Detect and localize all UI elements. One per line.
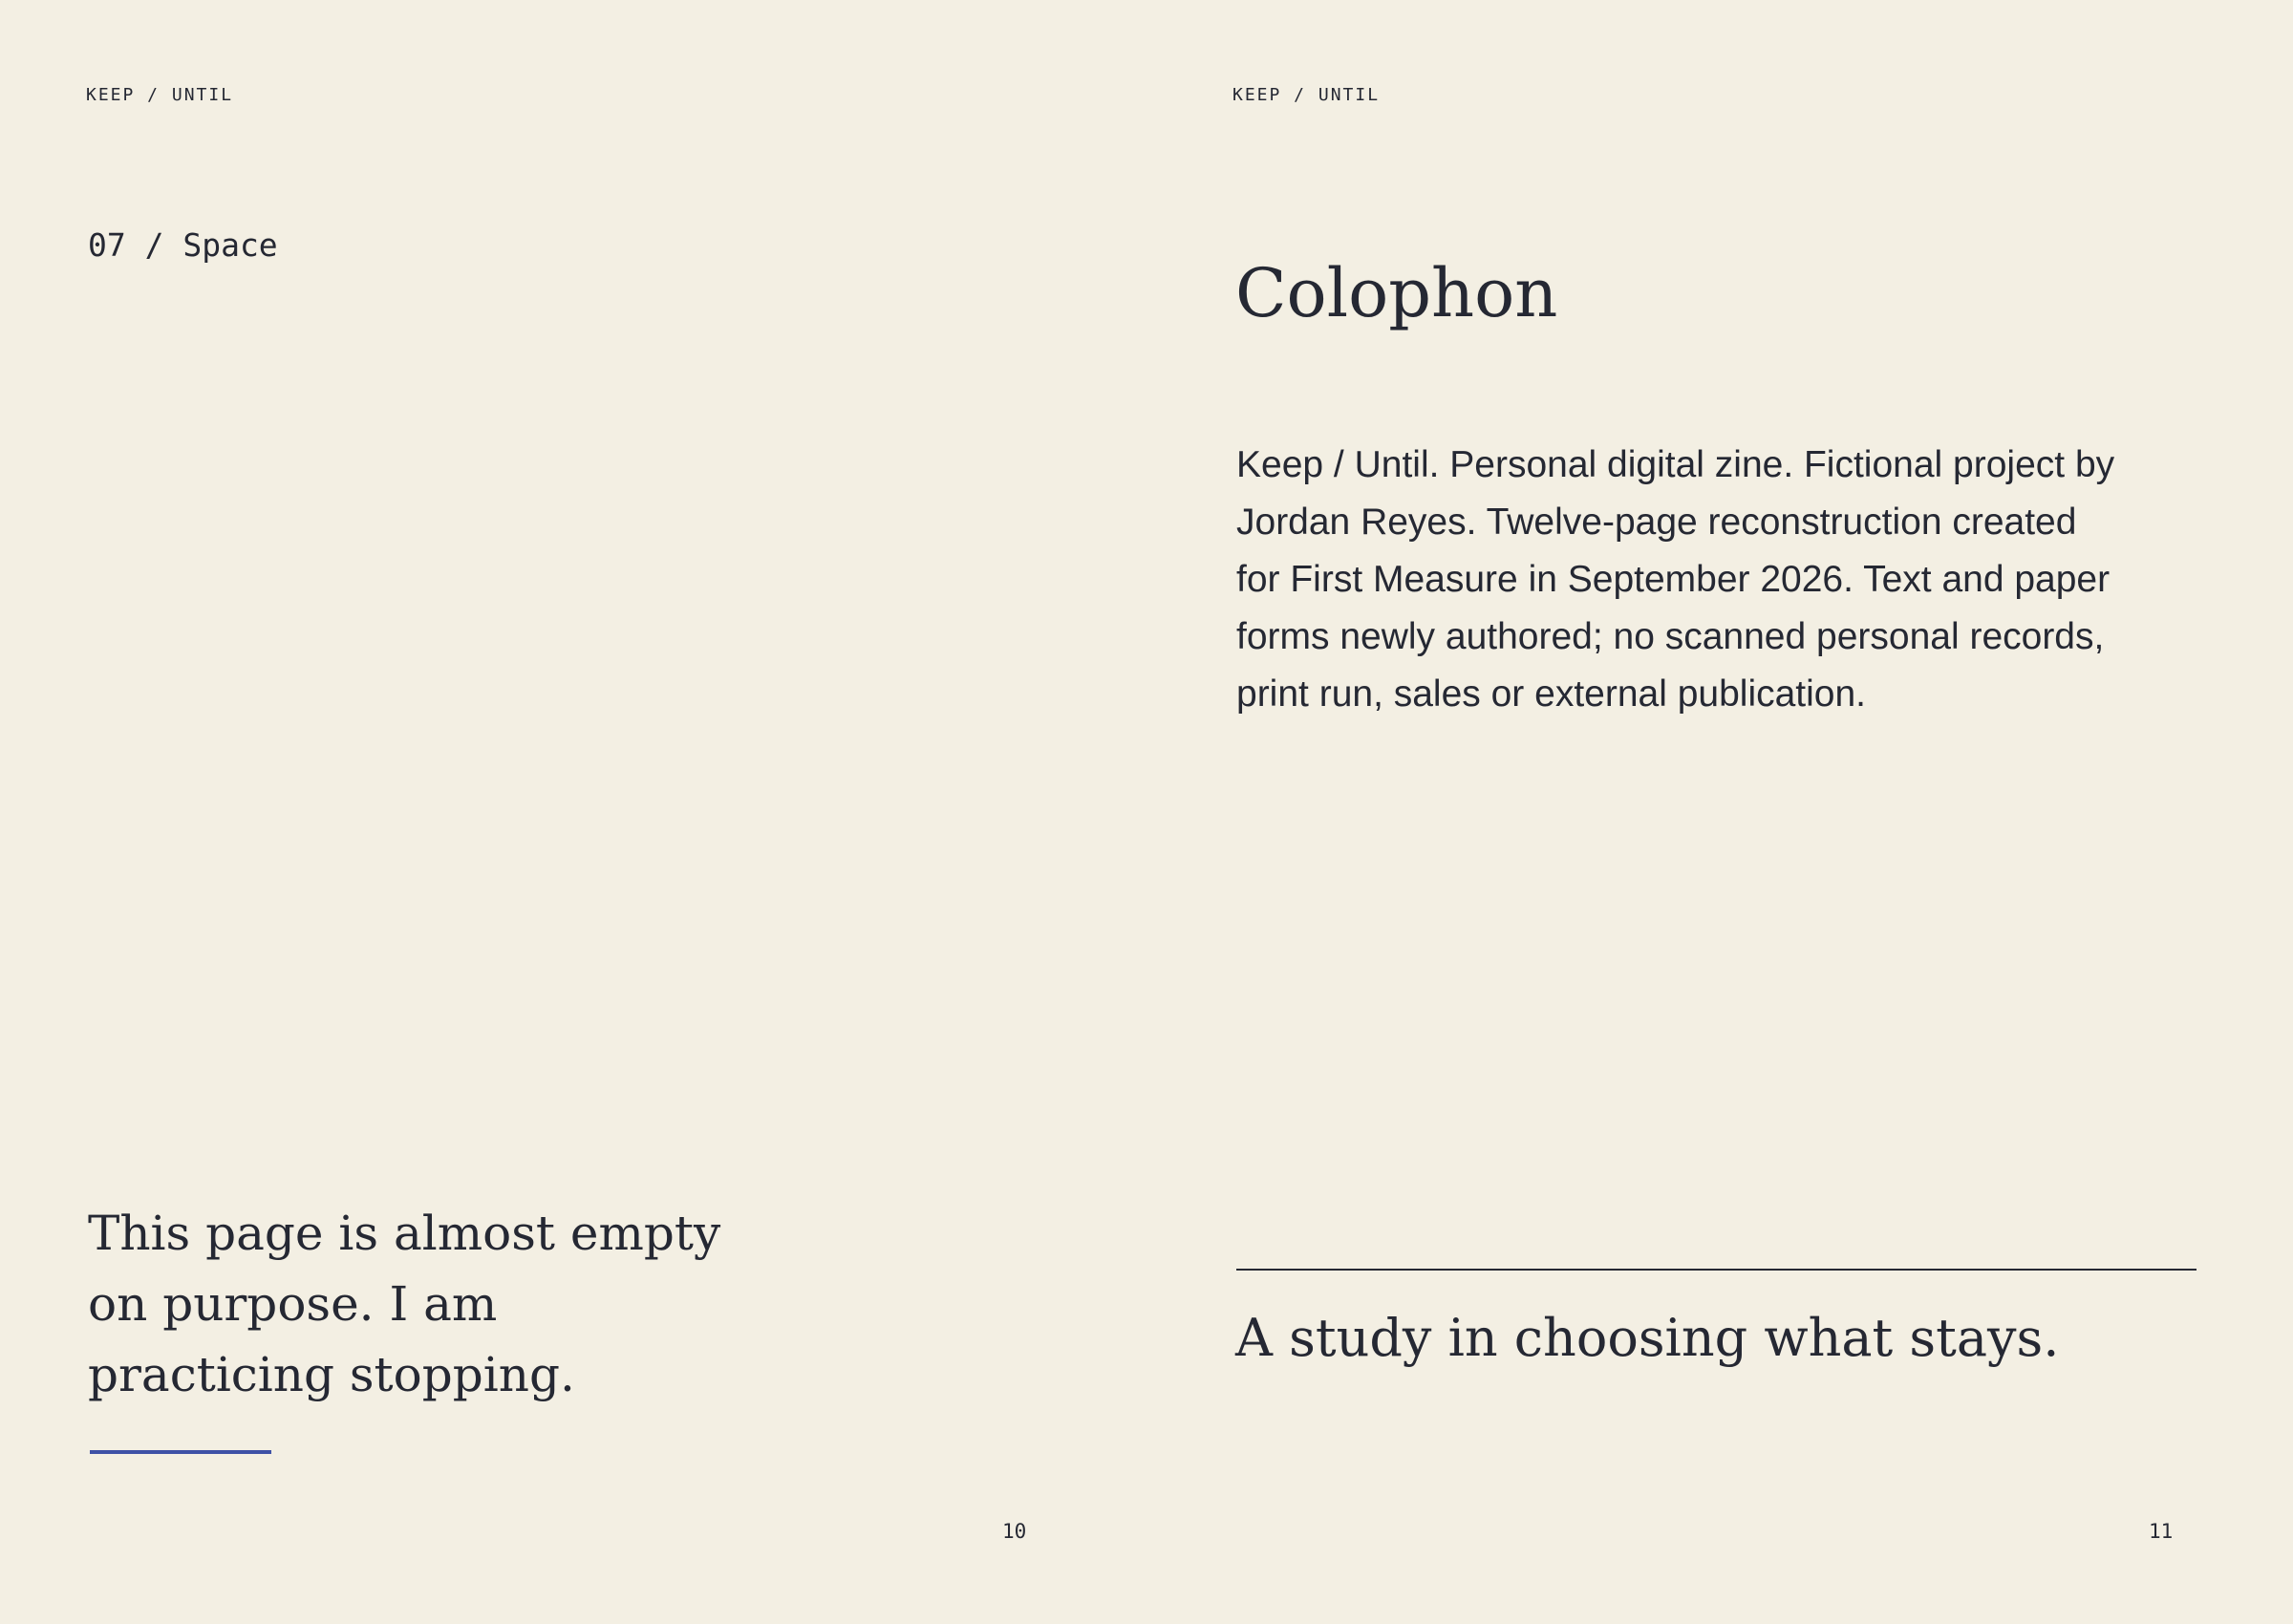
- left-page: [0, 0, 1146, 1624]
- page-number: 10: [1002, 1520, 1027, 1543]
- page-number: 11: [2149, 1520, 2174, 1543]
- section-label: 07 / Space: [88, 226, 278, 264]
- page-title: Colophon: [1235, 254, 1558, 332]
- pull-text: This page is almost empty on purpose. I am practicing stopping.: [88, 1206, 721, 1402]
- tagline: A study in choosing what stays.: [1235, 1308, 2060, 1368]
- running-head: KEEP / UNTIL: [86, 85, 234, 105]
- colophon-body: Keep / Until. Personal digital zine. Fictional project by Jordan Reyes. Twelve-page reconstruction created for First Measure in September 2026. Text and paper forms newly authored; no scanned personal records, print run, sales or external publication.: [1236, 444, 2115, 715]
- divider: [1236, 1269, 2197, 1271]
- running-head: KEEP / UNTIL: [1232, 85, 1381, 105]
- right-page: [1146, 0, 2293, 1624]
- accent-rule: [90, 1450, 271, 1454]
